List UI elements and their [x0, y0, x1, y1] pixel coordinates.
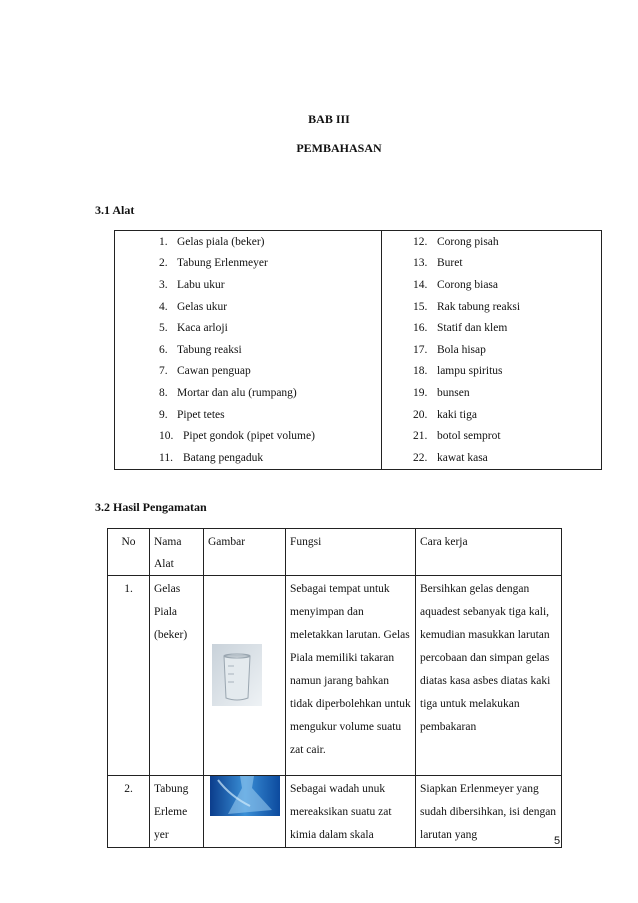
- chapter-number: BAB III: [308, 112, 350, 126]
- alat-item-left: [115, 361, 382, 383]
- alat-item-name: bunsen: [437, 386, 470, 399]
- alat-item-right: [382, 339, 602, 361]
- alat-item-name: Tabung Erlenmeyer: [177, 257, 268, 270]
- alat-row: [115, 361, 602, 383]
- alat-item-number: 15.: [413, 300, 428, 313]
- alat-item-left: [115, 296, 382, 318]
- alat-item-right: [382, 317, 602, 339]
- section-alat-title: 3.1 Alat: [95, 203, 135, 217]
- alat-item-right: [382, 404, 602, 426]
- alat-item-name: Statif dan klem: [437, 322, 508, 335]
- alat-item-number: 19.: [413, 386, 428, 399]
- row-nama-alat: Tabung Erleme yer: [150, 776, 204, 848]
- alat-item-name: Mortar dan alu (rumpang): [177, 386, 297, 399]
- alat-table: [114, 230, 602, 470]
- alat-item-name: lampu spiritus: [437, 365, 503, 378]
- alat-item-right: [382, 274, 602, 296]
- row-cara-kerja: Siapkan Erlenmeyer yang sudah dibersihkan, isi dengan larutan yang: [416, 776, 562, 848]
- alat-item-left: [115, 404, 382, 426]
- alat-item-number: 17.: [413, 343, 428, 356]
- alat-item-name: Corong biasa: [437, 278, 499, 291]
- alat-item-left: [115, 425, 382, 447]
- alat-item-right: [382, 253, 602, 275]
- alat-item-right: [382, 231, 602, 253]
- alat-item-name: Cawan penguap: [177, 365, 251, 378]
- erlenmeyer-image: [210, 776, 280, 816]
- alat-item-name: Pipet tetes: [177, 408, 225, 421]
- alat-item-number: 11.: [159, 451, 173, 464]
- alat-item-name: Batang pengaduk: [183, 451, 264, 464]
- alat-row: [115, 274, 602, 296]
- alat-item-number: 1.: [159, 235, 168, 248]
- alat-item-name: Rak tabung reaksi: [437, 300, 521, 313]
- header-fungsi: Fungsi: [286, 529, 416, 576]
- alat-item-number: 8.: [159, 386, 168, 399]
- header-nama-alat: Nama Alat: [150, 529, 204, 576]
- alat-item-left: [115, 317, 382, 339]
- alat-item-number: 5.: [159, 322, 168, 335]
- row-cara-kerja: Bersihkan gelas dengan aquadest sebanyak tiga kali, kemudian masukkan larutan percobaan dan simpan gelas diatas kasa asbes diatas kaki tiga untuk melakukan pembakaran: [416, 576, 562, 776]
- alat-item-number: 13.: [413, 257, 428, 270]
- alat-item-number: 18.: [413, 365, 428, 378]
- alat-item-number: 3.: [159, 278, 168, 291]
- alat-row: [115, 231, 602, 253]
- alat-item-left: [115, 253, 382, 275]
- alat-item-number: 2.: [159, 257, 168, 270]
- chapter-title: PEMBAHASAN: [296, 141, 382, 155]
- section-hasil-title: 3.2 Hasil Pengamatan: [95, 500, 207, 514]
- hasil-row-gelas-piala: [108, 576, 562, 776]
- alat-item-left: [115, 231, 382, 253]
- row-fungsi: Sebagai tempat untuk menyimpan dan meletakkan larutan. Gelas Piala memiliki takaran namun jarang bahkan tidak diperbolehkan untuk mengukur volume suatu zat cair.: [286, 576, 416, 776]
- alat-item-right: [382, 296, 602, 318]
- alat-row: [115, 447, 602, 469]
- alat-item-number: 9.: [159, 408, 168, 421]
- alat-item-name: kaki tiga: [437, 408, 477, 421]
- header-no: No: [108, 529, 150, 576]
- alat-row: [115, 317, 602, 339]
- alat-item-left: [115, 382, 382, 404]
- alat-item-name: kawat kasa: [437, 451, 488, 464]
- alat-item-name: Kaca arloji: [177, 322, 228, 335]
- alat-item-number: 22.: [413, 451, 428, 464]
- alat-item-right: [382, 447, 602, 469]
- alat-item-name: Buret: [437, 257, 463, 270]
- alat-item-number: 16.: [413, 322, 428, 335]
- hasil-header-row: [108, 529, 562, 576]
- alat-item-right: [382, 425, 602, 447]
- alat-item-number: 7.: [159, 365, 168, 378]
- row-number: 2.: [108, 776, 150, 848]
- alat-item-name: Labu ukur: [177, 278, 225, 291]
- row-gambar: [204, 776, 286, 848]
- header-gambar: Gambar: [204, 529, 286, 576]
- alat-row: [115, 425, 602, 447]
- header-cara-kerja: Cara kerja: [416, 529, 562, 576]
- alat-item-number: 12.: [413, 235, 428, 248]
- alat-item-number: 20.: [413, 408, 428, 421]
- alat-item-name: Tabung reaksi: [177, 343, 242, 356]
- row-fungsi: Sebagai wadah unuk mereaksikan suatu zat kimia dalam skala: [286, 776, 416, 848]
- alat-item-left: [115, 274, 382, 296]
- beaker-image: [212, 644, 262, 706]
- row-number: 1.: [108, 576, 150, 776]
- alat-item-number: 6.: [159, 343, 168, 356]
- alat-row: [115, 296, 602, 318]
- alat-item-right: [382, 361, 602, 383]
- alat-item-name: Bola hisap: [437, 343, 486, 356]
- alat-item-number: 4.: [159, 300, 168, 313]
- alat-row: [115, 339, 602, 361]
- alat-row: [115, 404, 602, 426]
- row-nama-alat: Gelas Piala (beker): [150, 576, 204, 776]
- alat-item-name: Corong pisah: [437, 235, 499, 248]
- alat-item-name: botol semprot: [437, 430, 501, 443]
- alat-item-name: Gelas piala (beker): [177, 235, 265, 248]
- alat-item-number: 14.: [413, 278, 428, 291]
- alat-item-name: Pipet gondok (pipet volume): [183, 430, 315, 443]
- alat-item-left: [115, 447, 382, 469]
- alat-item-number: 21.: [413, 430, 428, 443]
- hasil-row-tabung-erlenmeyer: [108, 776, 562, 848]
- alat-row: [115, 253, 602, 275]
- alat-item-number: 10.: [159, 430, 174, 443]
- alat-item-right: [382, 382, 602, 404]
- alat-item-name: Gelas ukur: [177, 300, 228, 313]
- alat-row: [115, 382, 602, 404]
- alat-item-left: [115, 339, 382, 361]
- page-number: 5: [554, 835, 561, 847]
- hasil-table: [107, 528, 562, 848]
- row-gambar: [204, 576, 286, 776]
